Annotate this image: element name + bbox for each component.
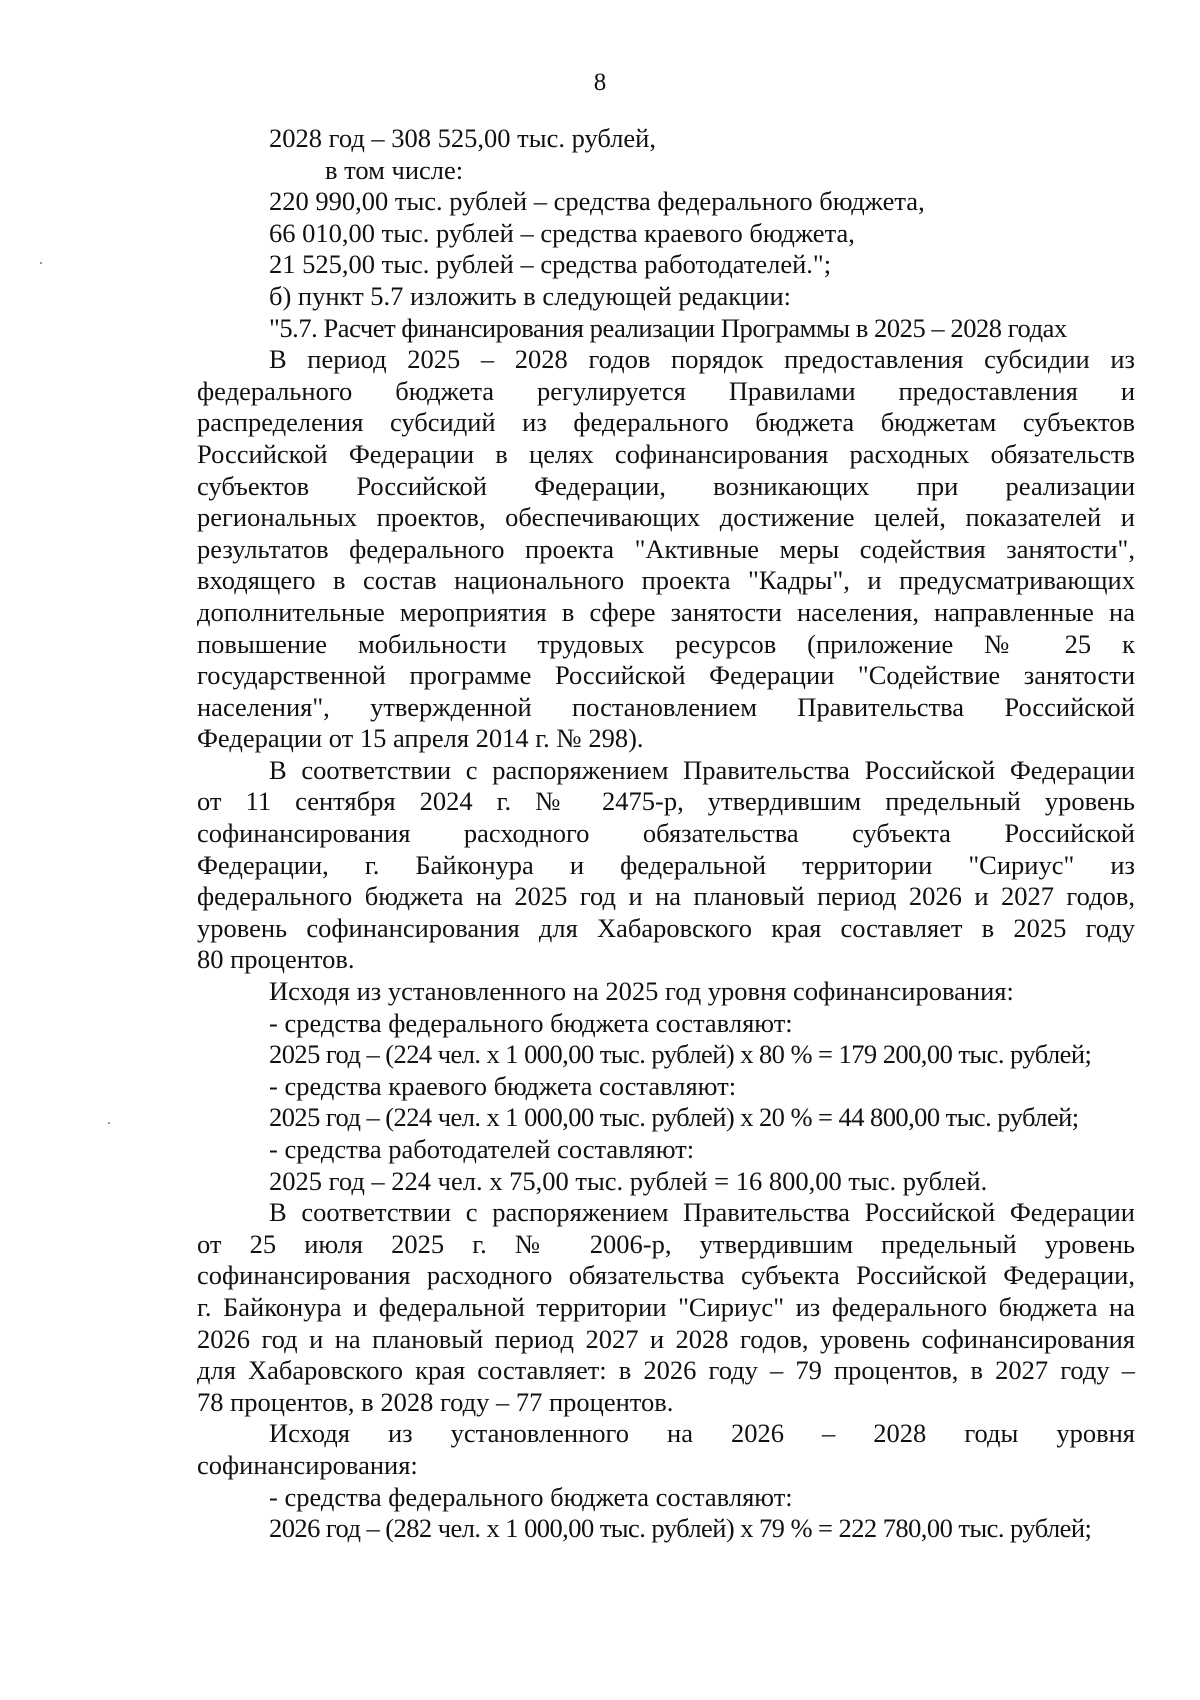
text-line: - средства федерального бюджета составляют: [269, 1481, 793, 1512]
page-number: 8 [593, 69, 607, 96]
text-line: В соответствии с распоряжением Правительства Российской Федерации [269, 1197, 1135, 1228]
text-line: В период 2025 – 2028 годов порядок предоставления субсидии из [269, 344, 1135, 375]
text-line: - средства краевого бюджета составляют: [269, 1070, 737, 1101]
text-line: субъектов Российской Федерации, возникающих при реализации [197, 470, 1135, 501]
document-body [197, 123, 1135, 1545]
text-line: населения", утвержденной постановлением Правительства Российской [197, 691, 1135, 722]
text-line: распределения субсидий из федерального бюджета бюджетам субъектов [197, 407, 1135, 438]
text-line: 78 процентов, в 2028 году – 77 процентов. [197, 1386, 674, 1417]
text-line: дополнительные мероприятия в сфере занятости населения, направленные на [197, 596, 1135, 627]
text-line: повышение мобильности трудовых ресурсов (приложение № 25 к [197, 628, 1135, 659]
text-line: 2026 год – (282 чел. х 1 000,00 тыс. рублей) х 79 % = 222 780,00 тыс. рублей; [269, 1513, 1092, 1544]
text-line: в том числе: [325, 154, 464, 185]
text-line: софинансирования расходного обязательства субъекта Российской Федерации, [197, 1260, 1135, 1291]
text-line: софинансирования: [197, 1449, 418, 1480]
text-line: б) пункт 5.7 изложить в следующей редакции: [269, 280, 792, 311]
scan-dot [40, 262, 42, 264]
text-line: В соответствии с распоряжением Правительства Российской Федерации [269, 754, 1135, 785]
text-line: 66 010,00 тыс. рублей – средства краевого бюджета, [269, 217, 855, 248]
text-line: федерального бюджета регулируется Правилами предоставления и [197, 375, 1135, 406]
text-line: 2025 год – 224 чел. х 75,00 тыс. рублей = 16 800,00 тыс. рублей. [269, 1165, 988, 1196]
text-line: "5.7. Расчет финансирования реализации Программы в 2025 – 2028 годах [269, 312, 1067, 343]
text-line: Федерации от 15 апреля 2014 г. № 298). [197, 723, 644, 754]
text-line: входящего в состав национального проекта "Кадры", и предусматривающих [197, 565, 1135, 596]
text-line: для Хабаровского края составляет: в 2026 году – 79 процентов, в 2027 году – [197, 1355, 1135, 1386]
text-line: 80 процентов. [197, 944, 355, 975]
text-line: г. Байконура и федеральной территории "Сириус" из федерального бюджета на [197, 1291, 1135, 1322]
text-line: Исходя из установленного на 2026 – 2028 годы уровня [269, 1418, 1135, 1449]
text-line: 220 990,00 тыс. рублей – средства федерального бюджета, [269, 186, 925, 217]
text-line: - средства работодателей составляют: [269, 1134, 695, 1164]
text-line: государственной программе Российской Федерации "Содействие занятости [197, 660, 1135, 691]
scan-dot [108, 1122, 110, 1124]
text-line: софинансирования расходного обязательства субъекта Российской [197, 818, 1135, 849]
text-line: федерального бюджета на 2025 год и на плановый период 2026 и 2027 годов, [197, 881, 1135, 912]
text-line: результатов федерального проекта "Активные меры содействия занятости", [197, 533, 1135, 564]
text-line: уровень софинансирования для Хабаровского края составляет в 2025 году [197, 912, 1135, 943]
text-line: региональных проектов, обеспечивающих достижение целей, показателей и [197, 502, 1135, 533]
text-line: 2025 год – (224 чел. х 1 000,00 тыс. рублей) х 20 % = 44 800,00 тыс. рублей; [269, 1102, 1079, 1133]
text-line: от 25 июля 2025 г. № 2006-р, утвердившим предельный уровень [197, 1228, 1135, 1259]
text-line: Федерации, г. Байконура и федеральной территории "Сириус" из [197, 849, 1135, 880]
text-line: 2028 год – 308 525,00 тыс. рублей, [269, 123, 656, 153]
text-line: Исходя из установленного на 2025 год уровня софинансирования: [269, 976, 1014, 1007]
text-line: - средства федерального бюджета составляют: [269, 1007, 793, 1038]
text-line: Российской Федерации в целях софинансирования расходных обязательств [197, 438, 1135, 469]
text-line: 21 525,00 тыс. рублей – средства работодателей."; [269, 249, 832, 280]
text-line: от 11 сентября 2024 г. № 2475-р, утвердившим предельный уровень [197, 786, 1135, 817]
text-line: 2026 год и на плановый период 2027 и 2028 годов, уровень софинансирования [197, 1323, 1135, 1354]
text-line: 2025 год – (224 чел. х 1 000,00 тыс. рублей) х 80 % = 179 200,00 тыс. рублей; [269, 1039, 1092, 1070]
